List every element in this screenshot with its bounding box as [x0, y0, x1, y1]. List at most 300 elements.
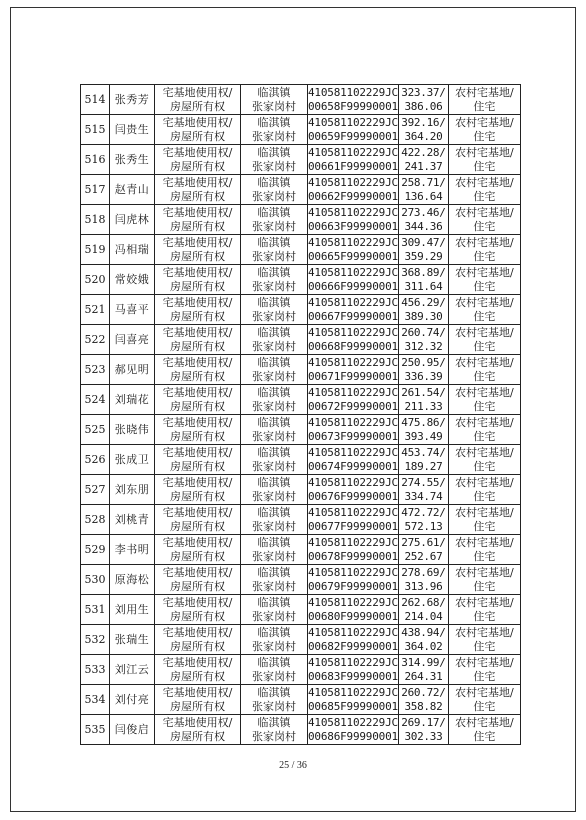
row-number-cell: 526 — [81, 445, 110, 475]
parcel-code-cell-line: 00685F99990001 — [308, 699, 398, 713]
parcel-code-cell — [308, 565, 399, 595]
right-type-cell — [155, 415, 241, 445]
right-type-cell — [155, 685, 241, 715]
row-number-cell: 522 — [81, 325, 110, 355]
parcel-code-cell — [308, 175, 399, 205]
location-cell — [241, 535, 308, 565]
table-row — [81, 265, 521, 295]
land-use-cell — [448, 85, 520, 115]
right-type-cell-line: 房屋所有权 — [170, 579, 225, 593]
row-number-cell: 532 — [81, 625, 110, 655]
row-number-cell: 516 — [81, 145, 110, 175]
parcel-code-cell-line: 00668F99990001 — [308, 339, 398, 353]
location-cell-line: 临淇镇 — [257, 445, 291, 459]
parcel-code-cell-line: 00676F99990001 — [308, 489, 398, 503]
location-cell — [241, 595, 308, 625]
land-use-cell — [448, 325, 520, 355]
land-use-cell-line: 农村宅基地/ — [455, 475, 514, 489]
area-cell-line: 260.72/ — [401, 685, 446, 699]
location-cell-line: 张家岗村 — [252, 99, 296, 113]
parcel-code-cell-line: 00683F99990001 — [308, 669, 398, 683]
land-use-cell-line: 农村宅基地/ — [455, 145, 514, 159]
location-cell-line: 临淇镇 — [257, 415, 291, 429]
area-cell-line: 472.72/ — [401, 505, 446, 519]
right-type-cell — [155, 265, 241, 295]
parcel-code-cell-line: 410581102229JC — [308, 715, 398, 729]
right-type-cell-line: 房屋所有权 — [170, 549, 225, 563]
parcel-code-cell-line: 00665F99990001 — [308, 249, 398, 263]
parcel-code-cell — [308, 625, 399, 655]
area-cell-line: 312.32 — [404, 339, 443, 353]
area-cell-line: 475.86/ — [401, 415, 446, 429]
area-cell — [398, 85, 448, 115]
area-cell-line: 214.04 — [404, 609, 443, 623]
area-cell — [398, 415, 448, 445]
land-use-cell-line: 农村宅基地/ — [455, 265, 514, 279]
location-cell-line: 临淇镇 — [257, 295, 291, 309]
owner-name-cell: 原海松 — [110, 565, 155, 595]
area-cell-line: 572.13 — [404, 519, 443, 533]
parcel-code-cell-line: 00672F99990001 — [308, 399, 398, 413]
right-type-cell-line: 房屋所有权 — [170, 219, 225, 233]
land-use-cell — [448, 655, 520, 685]
area-cell-line: 273.46/ — [401, 205, 446, 219]
right-type-cell-line: 房屋所有权 — [170, 639, 225, 653]
land-use-cell-line: 农村宅基地/ — [455, 505, 514, 519]
parcel-code-cell — [308, 715, 399, 745]
right-type-cell-line: 宅基地使用权/ — [162, 85, 233, 99]
area-cell-line: 314.99/ — [401, 655, 446, 669]
parcel-code-cell-line: 00661F99990001 — [308, 159, 398, 173]
land-use-cell-line: 住宅 — [473, 159, 496, 173]
right-type-cell-line: 宅基地使用权/ — [162, 625, 233, 639]
area-cell-line: 302.33 — [404, 729, 443, 743]
right-type-cell-line: 房屋所有权 — [170, 729, 225, 743]
parcel-code-cell-line: 410581102229JC — [308, 535, 398, 549]
location-cell-line: 张家岗村 — [252, 369, 296, 383]
location-cell-line: 临淇镇 — [257, 625, 291, 639]
area-cell-line: 241.37 — [404, 159, 443, 173]
right-type-cell-line: 房屋所有权 — [170, 399, 225, 413]
parcel-code-cell — [308, 415, 399, 445]
location-cell — [241, 325, 308, 355]
table-row — [81, 115, 521, 145]
location-cell — [241, 505, 308, 535]
area-cell — [398, 565, 448, 595]
right-type-cell-line: 宅基地使用权/ — [162, 145, 233, 159]
right-type-cell-line: 宅基地使用权/ — [162, 655, 233, 669]
land-use-cell-line: 住宅 — [473, 639, 496, 653]
parcel-code-cell — [308, 145, 399, 175]
land-use-cell-line: 农村宅基地/ — [455, 715, 514, 729]
table-row — [81, 175, 521, 205]
area-cell-line: 334.74 — [404, 489, 443, 503]
parcel-code-cell-line: 410581102229JC — [308, 325, 398, 339]
area-cell — [398, 295, 448, 325]
row-number-cell: 533 — [81, 655, 110, 685]
table-row — [81, 655, 521, 685]
right-type-cell-line: 宅基地使用权/ — [162, 565, 233, 579]
parcel-code-cell-line: 00671F99990001 — [308, 369, 398, 383]
area-cell-line: 313.96 — [404, 579, 443, 593]
area-cell-line: 269.17/ — [401, 715, 446, 729]
land-use-cell-line: 住宅 — [473, 189, 496, 203]
parcel-code-cell — [308, 475, 399, 505]
location-cell-line: 张家岗村 — [252, 639, 296, 653]
location-cell-line: 张家岗村 — [252, 519, 296, 533]
land-use-cell — [448, 625, 520, 655]
land-use-cell — [448, 265, 520, 295]
area-cell — [398, 715, 448, 745]
table-row — [81, 685, 521, 715]
row-number-cell: 523 — [81, 355, 110, 385]
land-use-cell-line: 住宅 — [473, 699, 496, 713]
parcel-code-cell-line: 410581102229JC — [308, 385, 398, 399]
area-cell-line: 392.16/ — [401, 115, 446, 129]
area-cell-line: 311.64 — [404, 279, 443, 293]
row-number-cell: 517 — [81, 175, 110, 205]
area-cell-line: 211.33 — [404, 399, 443, 413]
area-cell-line: 386.06 — [404, 99, 443, 113]
parcel-code-cell — [308, 205, 399, 235]
parcel-code-cell-line: 410581102229JC — [308, 445, 398, 459]
right-type-cell-line: 宅基地使用权/ — [162, 355, 233, 369]
location-cell-line: 临淇镇 — [257, 145, 291, 159]
row-number-cell: 519 — [81, 235, 110, 265]
right-type-cell — [155, 175, 241, 205]
location-cell-line: 张家岗村 — [252, 399, 296, 413]
land-use-cell-line: 农村宅基地/ — [455, 385, 514, 399]
parcel-code-cell-line: 410581102229JC — [308, 625, 398, 639]
table-row — [81, 325, 521, 355]
parcel-code-cell-line: 410581102229JC — [308, 175, 398, 189]
right-type-cell-line: 宅基地使用权/ — [162, 295, 233, 309]
location-cell-line: 张家岗村 — [252, 309, 296, 323]
parcel-code-cell-line: 00679F99990001 — [308, 579, 398, 593]
right-type-cell — [155, 85, 241, 115]
parcel-code-cell-line: 00674F99990001 — [308, 459, 398, 473]
right-type-cell-line: 宅基地使用权/ — [162, 175, 233, 189]
land-use-cell-line: 住宅 — [473, 309, 496, 323]
location-cell-line: 张家岗村 — [252, 429, 296, 443]
owner-name-cell: 闫喜亮 — [110, 325, 155, 355]
owner-name-cell: 张秀生 — [110, 145, 155, 175]
land-use-cell — [448, 475, 520, 505]
land-use-cell — [448, 115, 520, 145]
owner-name-cell: 张晓伟 — [110, 415, 155, 445]
land-use-cell-line: 住宅 — [473, 579, 496, 593]
location-cell-line: 临淇镇 — [257, 685, 291, 699]
right-type-cell — [155, 205, 241, 235]
owner-name-cell: 闫虎林 — [110, 205, 155, 235]
area-cell — [398, 535, 448, 565]
location-cell — [241, 145, 308, 175]
land-use-cell-line: 农村宅基地/ — [455, 415, 514, 429]
row-number-cell: 527 — [81, 475, 110, 505]
owner-name-cell: 张成卫 — [110, 445, 155, 475]
land-use-cell-line: 住宅 — [473, 399, 496, 413]
property-rights-table — [80, 84, 521, 745]
right-type-cell-line: 宅基地使用权/ — [162, 445, 233, 459]
location-cell-line: 临淇镇 — [257, 565, 291, 579]
right-type-cell-line: 房屋所有权 — [170, 159, 225, 173]
location-cell-line: 张家岗村 — [252, 189, 296, 203]
right-type-cell-line: 房屋所有权 — [170, 699, 225, 713]
area-cell-line: 359.29 — [404, 249, 443, 263]
owner-name-cell: 常姣娥 — [110, 265, 155, 295]
table-row — [81, 85, 521, 115]
area-cell-line: 323.37/ — [401, 85, 446, 99]
land-use-cell — [448, 295, 520, 325]
area-cell-line: 389.30 — [404, 309, 443, 323]
table-row — [81, 565, 521, 595]
area-cell — [398, 505, 448, 535]
location-cell-line: 临淇镇 — [257, 85, 291, 99]
parcel-code-cell-line: 00663F99990001 — [308, 219, 398, 233]
parcel-code-cell — [308, 355, 399, 385]
table-row — [81, 295, 521, 325]
parcel-code-cell — [308, 655, 399, 685]
area-cell — [398, 595, 448, 625]
area-cell — [398, 175, 448, 205]
area-cell-line: 250.95/ — [401, 355, 446, 369]
right-type-cell — [155, 715, 241, 745]
parcel-code-cell-line: 410581102229JC — [308, 265, 398, 279]
right-type-cell-line: 房屋所有权 — [170, 429, 225, 443]
right-type-cell-line: 房屋所有权 — [170, 489, 225, 503]
right-type-cell — [155, 595, 241, 625]
area-cell — [398, 355, 448, 385]
parcel-code-cell — [308, 295, 399, 325]
parcel-code-cell-line: 410581102229JC — [308, 655, 398, 669]
parcel-code-cell-line: 00673F99990001 — [308, 429, 398, 443]
right-type-cell — [155, 145, 241, 175]
table-row — [81, 415, 521, 445]
area-cell-line: 136.64 — [404, 189, 443, 203]
location-cell-line: 张家岗村 — [252, 159, 296, 173]
parcel-code-cell-line: 410581102229JC — [308, 415, 398, 429]
parcel-code-cell-line: 00677F99990001 — [308, 519, 398, 533]
land-use-cell-line: 农村宅基地/ — [455, 685, 514, 699]
area-cell-line: 364.20 — [404, 129, 443, 143]
location-cell — [241, 565, 308, 595]
area-cell-line: 456.29/ — [401, 295, 446, 309]
area-cell — [398, 475, 448, 505]
owner-name-cell: 赵青山 — [110, 175, 155, 205]
row-number-cell: 525 — [81, 415, 110, 445]
right-type-cell-line: 房屋所有权 — [170, 279, 225, 293]
area-cell — [398, 445, 448, 475]
area-cell-line: 258.71/ — [401, 175, 446, 189]
parcel-code-cell-line: 410581102229JC — [308, 505, 398, 519]
location-cell — [241, 235, 308, 265]
right-type-cell — [155, 385, 241, 415]
right-type-cell-line: 房屋所有权 — [170, 129, 225, 143]
right-type-cell-line: 宅基地使用权/ — [162, 685, 233, 699]
parcel-code-cell — [308, 325, 399, 355]
location-cell — [241, 85, 308, 115]
land-use-cell-line: 住宅 — [473, 249, 496, 263]
land-use-cell-line: 住宅 — [473, 519, 496, 533]
land-use-cell-line: 住宅 — [473, 549, 496, 563]
owner-name-cell: 李书明 — [110, 535, 155, 565]
parcel-code-cell — [308, 445, 399, 475]
right-type-cell-line: 房屋所有权 — [170, 519, 225, 533]
land-use-cell-line: 农村宅基地/ — [455, 205, 514, 219]
right-type-cell — [155, 565, 241, 595]
parcel-code-cell — [308, 385, 399, 415]
land-use-cell-line: 住宅 — [473, 339, 496, 353]
owner-name-cell: 闫贵生 — [110, 115, 155, 145]
parcel-code-cell-line: 00680F99990001 — [308, 609, 398, 623]
land-use-cell-line: 住宅 — [473, 279, 496, 293]
parcel-code-cell — [308, 85, 399, 115]
right-type-cell — [155, 655, 241, 685]
owner-name-cell: 刘瑞花 — [110, 385, 155, 415]
right-type-cell-line: 房屋所有权 — [170, 339, 225, 353]
owner-name-cell: 张秀芳 — [110, 85, 155, 115]
right-type-cell — [155, 535, 241, 565]
right-type-cell-line: 宅基地使用权/ — [162, 325, 233, 339]
right-type-cell — [155, 115, 241, 145]
location-cell — [241, 295, 308, 325]
location-cell — [241, 445, 308, 475]
location-cell-line: 临淇镇 — [257, 205, 291, 219]
right-type-cell-line: 房屋所有权 — [170, 369, 225, 383]
land-use-cell-line: 农村宅基地/ — [455, 535, 514, 549]
location-cell-line: 张家岗村 — [252, 129, 296, 143]
parcel-code-cell — [308, 535, 399, 565]
area-cell — [398, 115, 448, 145]
land-use-cell — [448, 145, 520, 175]
location-cell — [241, 715, 308, 745]
parcel-code-cell-line: 410581102229JC — [308, 205, 398, 219]
right-type-cell — [155, 295, 241, 325]
land-use-cell-line: 农村宅基地/ — [455, 445, 514, 459]
location-cell-line: 临淇镇 — [257, 535, 291, 549]
area-cell-line: 189.27 — [404, 459, 443, 473]
parcel-code-cell-line: 410581102229JC — [308, 355, 398, 369]
location-cell — [241, 355, 308, 385]
parcel-code-cell — [308, 595, 399, 625]
land-use-cell — [448, 205, 520, 235]
location-cell — [241, 415, 308, 445]
owner-name-cell: 刘用生 — [110, 595, 155, 625]
land-use-cell-line: 农村宅基地/ — [455, 175, 514, 189]
location-cell-line: 张家岗村 — [252, 699, 296, 713]
area-cell-line: 344.36 — [404, 219, 443, 233]
land-use-cell-line: 农村宅基地/ — [455, 295, 514, 309]
area-cell — [398, 265, 448, 295]
land-use-cell-line: 住宅 — [473, 459, 496, 473]
owner-name-cell: 刘江云 — [110, 655, 155, 685]
right-type-cell-line: 房屋所有权 — [170, 609, 225, 623]
table-row — [81, 535, 521, 565]
right-type-cell-line: 宅基地使用权/ — [162, 715, 233, 729]
right-type-cell-line: 宅基地使用权/ — [162, 265, 233, 279]
area-cell-line: 264.31 — [404, 669, 443, 683]
parcel-code-cell-line: 00682F99990001 — [308, 639, 398, 653]
owner-name-cell: 冯相瑞 — [110, 235, 155, 265]
location-cell-line: 张家岗村 — [252, 579, 296, 593]
parcel-code-cell-line: 410581102229JC — [308, 565, 398, 579]
area-cell-line: 364.02 — [404, 639, 443, 653]
land-use-cell-line: 农村宅基地/ — [455, 595, 514, 609]
land-use-cell — [448, 715, 520, 745]
right-type-cell-line: 宅基地使用权/ — [162, 535, 233, 549]
row-number-cell: 534 — [81, 685, 110, 715]
land-use-cell-line: 住宅 — [473, 669, 496, 683]
right-type-cell-line: 房屋所有权 — [170, 669, 225, 683]
owner-name-cell: 刘东朋 — [110, 475, 155, 505]
area-cell — [398, 145, 448, 175]
land-use-cell-line: 住宅 — [473, 429, 496, 443]
area-cell-line: 336.39 — [404, 369, 443, 383]
parcel-code-cell-line: 410581102229JC — [308, 595, 398, 609]
area-cell-line: 260.74/ — [401, 325, 446, 339]
right-type-cell-line: 房屋所有权 — [170, 309, 225, 323]
right-type-cell — [155, 475, 241, 505]
area-cell-line: 453.74/ — [401, 445, 446, 459]
land-use-cell-line: 农村宅基地/ — [455, 115, 514, 129]
row-number-cell: 520 — [81, 265, 110, 295]
parcel-code-cell — [308, 265, 399, 295]
area-cell — [398, 325, 448, 355]
area-cell-line: 278.69/ — [401, 565, 446, 579]
parcel-code-cell-line: 00678F99990001 — [308, 549, 398, 563]
land-use-cell-line: 农村宅基地/ — [455, 85, 514, 99]
location-cell-line: 张家岗村 — [252, 609, 296, 623]
page-number: 25 / 36 — [279, 760, 307, 771]
area-cell — [398, 205, 448, 235]
table-row — [81, 715, 521, 745]
location-cell — [241, 265, 308, 295]
owner-name-cell: 刘付亮 — [110, 685, 155, 715]
land-use-cell-line: 住宅 — [473, 99, 496, 113]
owner-name-cell: 闫俊启 — [110, 715, 155, 745]
table-row — [81, 595, 521, 625]
parcel-code-cell-line: 410581102229JC — [308, 235, 398, 249]
location-cell-line: 张家岗村 — [252, 219, 296, 233]
parcel-code-cell-line: 410581102229JC — [308, 475, 398, 489]
area-cell-line: 262.68/ — [401, 595, 446, 609]
location-cell — [241, 115, 308, 145]
parcel-code-cell-line: 410581102229JC — [308, 685, 398, 699]
location-cell-line: 张家岗村 — [252, 279, 296, 293]
parcel-code-cell-line: 00662F99990001 — [308, 189, 398, 203]
right-type-cell-line: 房屋所有权 — [170, 99, 225, 113]
land-use-cell — [448, 355, 520, 385]
location-cell-line: 张家岗村 — [252, 459, 296, 473]
area-cell-line: 252.67 — [404, 549, 443, 563]
parcel-code-cell-line: 410581102229JC — [308, 115, 398, 129]
owner-name-cell: 马喜平 — [110, 295, 155, 325]
row-number-cell: 514 — [81, 85, 110, 115]
location-cell — [241, 205, 308, 235]
right-type-cell-line: 房屋所有权 — [170, 249, 225, 263]
table-row — [81, 205, 521, 235]
location-cell-line: 临淇镇 — [257, 595, 291, 609]
owner-name-cell: 郝见明 — [110, 355, 155, 385]
location-cell — [241, 175, 308, 205]
right-type-cell-line: 宅基地使用权/ — [162, 235, 233, 249]
land-use-cell — [448, 415, 520, 445]
right-type-cell-line: 宅基地使用权/ — [162, 385, 233, 399]
parcel-code-cell — [308, 235, 399, 265]
parcel-code-cell-line: 410581102229JC — [308, 295, 398, 309]
right-type-cell-line: 房屋所有权 — [170, 459, 225, 473]
table-row — [81, 235, 521, 265]
